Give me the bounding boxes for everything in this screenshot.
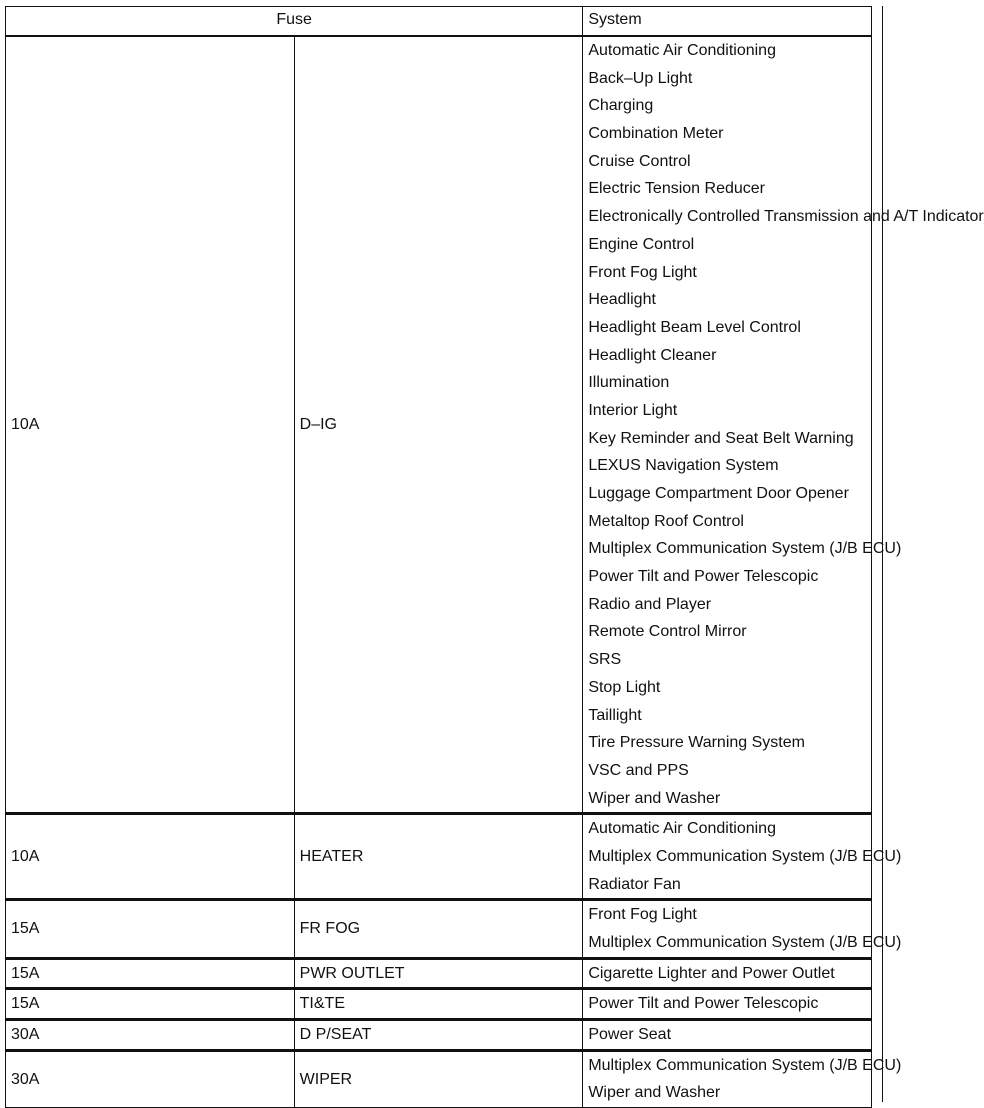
fuse-name: FR FOG <box>294 900 583 958</box>
fuse-amperage: 10A <box>6 814 295 900</box>
system-item: Stop Light <box>588 678 661 696</box>
system-item: Remote Control Mirror <box>588 623 747 641</box>
system-item: Charging <box>588 97 654 115</box>
fuse-name: TI&TE <box>294 989 583 1020</box>
header-fuse: Fuse <box>6 7 583 36</box>
system-item: Radio and Player <box>588 595 712 613</box>
system-item: Metaltop Roof Control <box>588 512 744 530</box>
system-item: Multiplex Communication System (J/B ECU) <box>588 847 902 865</box>
fuse-row <box>6 989 872 1020</box>
system-item: Electronically Controlled Transmission and A/T Indicator <box>588 208 984 226</box>
system-item: Engine Control <box>588 235 695 253</box>
system-item: SRS <box>588 651 622 669</box>
system-list <box>583 37 984 814</box>
fuse-amperage: 15A <box>6 958 295 989</box>
fuse-row <box>6 814 872 900</box>
fuse-amperage: 15A <box>6 989 295 1020</box>
system-item: Front Fog Light <box>588 906 697 924</box>
system-item: Combination Meter <box>588 125 724 143</box>
system-item: Headlight Cleaner <box>588 346 717 364</box>
system-item: Multiplex Communication System (J/B ECU) <box>588 934 902 951</box>
fuse-row <box>6 958 872 989</box>
system-item: VSC and PPS <box>588 761 689 779</box>
system-item: Back–Up Light <box>588 69 693 87</box>
system-item: Automatic Air Conditioning <box>588 42 776 59</box>
system-item: Multiplex Communication System (J/B ECU) <box>588 540 902 558</box>
fuse-amperage: 30A <box>6 1020 295 1051</box>
system-item: Radiator Fan <box>588 875 681 893</box>
system-item: Tire Pressure Warning System <box>588 734 805 752</box>
system-item: Interior Light <box>588 401 678 419</box>
fuse-row <box>6 37 872 814</box>
system-item: Taillight <box>588 706 642 724</box>
fuse-table <box>5 6 984 1108</box>
system-item: Cruise Control <box>588 152 691 170</box>
system-item: Front Fog Light <box>588 263 697 281</box>
system-item: Key Reminder and Seat Belt Warning <box>588 429 854 447</box>
system-item: Illumination <box>588 374 670 392</box>
fuse-row <box>6 900 872 958</box>
fuse-amperage: 30A <box>6 1050 295 1107</box>
system-list <box>583 1050 902 1107</box>
fuse-amperage: 15A <box>6 900 295 958</box>
system-item: Power Tilt and Power Telescopic <box>588 568 819 586</box>
system-list <box>583 958 872 989</box>
system-item: Electric Tension Reducer <box>588 180 765 198</box>
system-item: Automatic Air Conditioning <box>588 820 776 838</box>
system-list <box>583 1020 872 1051</box>
fuse-name: D P/SEAT <box>294 1020 583 1051</box>
system-item: Wiper and Washer <box>588 1084 721 1102</box>
fuse-name: D–IG <box>294 37 583 814</box>
header-system: System <box>583 7 872 36</box>
table-header <box>6 7 872 36</box>
system-item: Cigarette Lighter and Power Outlet <box>588 964 835 982</box>
system-item: Wiper and Washer <box>588 789 721 807</box>
system-item: Headlight <box>588 291 656 309</box>
system-item: Headlight Beam Level Control <box>588 318 801 336</box>
system-item: Power Tilt and Power Telescopic <box>588 995 819 1013</box>
system-list <box>583 814 902 900</box>
system-item: LEXUS Navigation System <box>588 457 779 475</box>
right-border-line <box>882 6 883 1102</box>
fuse-name: HEATER <box>294 814 583 900</box>
fuse-row <box>6 1050 872 1107</box>
system-list <box>583 989 872 1020</box>
fuse-name: PWR OUTLET <box>294 958 583 989</box>
system-list <box>583 900 902 958</box>
fuse-name: WIPER <box>294 1050 583 1107</box>
system-item: Multiplex Communication System (J/B ECU) <box>588 1056 902 1074</box>
header-row <box>6 7 872 36</box>
fuse-amperage: 10A <box>6 37 295 814</box>
system-item: Power Seat <box>588 1026 672 1044</box>
fuse-row <box>6 1020 872 1051</box>
system-item: Luggage Compartment Door Opener <box>588 485 849 502</box>
table-body <box>6 36 984 1108</box>
